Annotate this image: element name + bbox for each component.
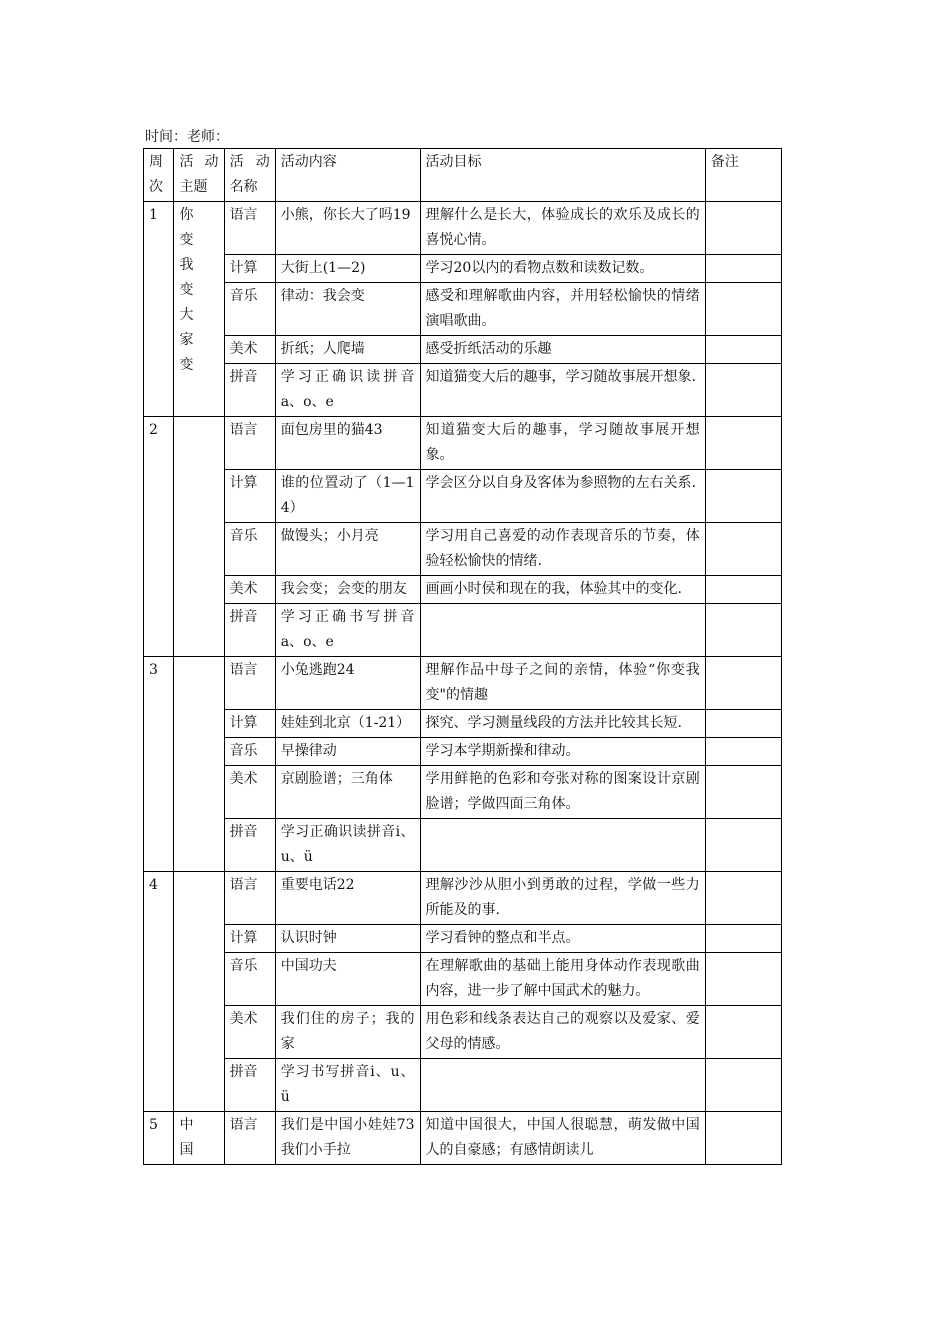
goal-cell: 学会区分以自身及客体为参照物的左右关系. xyxy=(420,470,705,523)
goal-cell: 在理解歌曲的基础上能用身体动作表现歌曲内容，进一步了解中国武术的魅力。 xyxy=(420,953,705,1006)
goal-cell: 探究、学习测量线段的方法并比较其长短. xyxy=(420,710,705,738)
note-cell xyxy=(705,604,781,657)
week-number-cell: 3 xyxy=(144,657,174,872)
week-number-cell: 5 xyxy=(144,1112,174,1165)
column-header-subject: 活动名称 xyxy=(224,149,275,202)
table-row xyxy=(144,364,782,417)
goal-cell xyxy=(420,819,705,872)
note-cell xyxy=(705,202,781,255)
table-row xyxy=(144,576,782,604)
content-cell: 律动：我会变 xyxy=(275,283,420,336)
note-cell xyxy=(705,576,781,604)
goal-cell: 学习用自己喜爱的动作表现音乐的节奏，体验轻松愉快的情绪. xyxy=(420,523,705,576)
subject-cell: 美术 xyxy=(224,576,275,604)
note-cell xyxy=(705,336,781,364)
note-cell xyxy=(705,1112,781,1165)
goal-cell: 感受折纸活动的乐趣 xyxy=(420,336,705,364)
table-row xyxy=(144,1059,782,1112)
subject-cell: 计算 xyxy=(224,255,275,283)
note-cell xyxy=(705,523,781,576)
note-cell xyxy=(705,657,781,710)
note-cell xyxy=(705,953,781,1006)
goal-cell: 知道猫变大后的趣事，学习随故事展开想象. xyxy=(420,364,705,417)
content-cell: 早操律动 xyxy=(275,738,420,766)
table-row xyxy=(144,657,782,710)
goal-cell: 学习20以内的看物点数和读数记数。 xyxy=(420,255,705,283)
theme-cell: 中国 xyxy=(174,1112,224,1165)
content-cell: 大街上(1—2) xyxy=(275,255,420,283)
subject-cell: 美术 xyxy=(224,766,275,819)
subject-cell: 音乐 xyxy=(224,283,275,336)
goal-cell: 理解沙沙从胆小到勇敢的过程，学做一些力所能及的事. xyxy=(420,872,705,925)
note-cell xyxy=(705,1006,781,1059)
note-cell xyxy=(705,470,781,523)
content-cell: 我们住的房子；我的家 xyxy=(275,1006,420,1059)
subject-cell: 拼音 xyxy=(224,364,275,417)
content-cell: 面包房里的猫43 xyxy=(275,417,420,470)
subject-cell: 计算 xyxy=(224,925,275,953)
subject-cell: 美术 xyxy=(224,1006,275,1059)
week-number-cell: 4 xyxy=(144,872,174,1112)
table-row xyxy=(144,255,782,283)
content-cell: 谁的位置动了（1—14） xyxy=(275,470,420,523)
table-row xyxy=(144,872,782,925)
table-header-row xyxy=(144,149,782,202)
subject-cell: 拼音 xyxy=(224,819,275,872)
subject-cell: 语言 xyxy=(224,417,275,470)
theme-cell xyxy=(174,872,224,1112)
goal-cell: 用色彩和线条表达自己的观察以及爱家、爱父母的情感。 xyxy=(420,1006,705,1059)
goal-cell: 学用鲜艳的色彩和夸张对称的图案设计京剧脸谱；学做四面三角体。 xyxy=(420,766,705,819)
content-cell: 学习正确书写拼音a、o、e xyxy=(275,604,420,657)
subject-cell: 语言 xyxy=(224,872,275,925)
table-row xyxy=(144,819,782,872)
week-number-cell: 1 xyxy=(144,202,174,417)
subject-cell: 语言 xyxy=(224,657,275,710)
table-row xyxy=(144,523,782,576)
goal-cell: 学习看钟的整点和半点。 xyxy=(420,925,705,953)
note-cell xyxy=(705,872,781,925)
theme-cell xyxy=(174,417,224,657)
content-cell: 折纸；人爬墙 xyxy=(275,336,420,364)
goal-cell: 感受和理解歌曲内容，并用轻松愉快的情绪演唱歌曲。 xyxy=(420,283,705,336)
subject-cell: 计算 xyxy=(224,470,275,523)
theme-cell: 你变我变大家变 xyxy=(174,202,224,417)
column-header-week: 周次 xyxy=(144,149,174,202)
content-cell: 小熊，你长大了吗19 xyxy=(275,202,420,255)
subject-cell: 拼音 xyxy=(224,604,275,657)
content-cell: 学习正确识读拼音i、u、ü xyxy=(275,819,420,872)
subject-cell: 语言 xyxy=(224,1112,275,1165)
content-cell: 学习书写拼音i、u、ü xyxy=(275,1059,420,1112)
note-cell xyxy=(705,766,781,819)
table-row xyxy=(144,417,782,470)
table-row xyxy=(144,925,782,953)
note-cell xyxy=(705,710,781,738)
table-row xyxy=(144,283,782,336)
note-cell xyxy=(705,364,781,417)
note-cell xyxy=(705,925,781,953)
table-row xyxy=(144,336,782,364)
table-row xyxy=(144,604,782,657)
content-cell: 做馒头；小月亮 xyxy=(275,523,420,576)
content-cell: 重要电话22 xyxy=(275,872,420,925)
content-cell: 学习正确识读拼音a、o、e xyxy=(275,364,420,417)
goal-cell: 理解什么是长大，体验成长的欢乐及成长的喜悦心情。 xyxy=(420,202,705,255)
table-row xyxy=(144,710,782,738)
goal-cell xyxy=(420,1059,705,1112)
subject-cell: 计算 xyxy=(224,710,275,738)
table-row xyxy=(144,1006,782,1059)
theme-cell xyxy=(174,657,224,872)
column-header-theme: 活动主题 xyxy=(174,149,224,202)
content-cell: 娃娃到北京（1-21） xyxy=(275,710,420,738)
note-cell xyxy=(705,417,781,470)
subject-cell: 音乐 xyxy=(224,953,275,1006)
goal-cell: 学习本学期新操和律动。 xyxy=(420,738,705,766)
page-header: 时间：老师： xyxy=(145,129,229,145)
goal-cell: 知道中国很大，中国人很聪慧，萌发做中国人的自豪感；有感情朗读儿 xyxy=(420,1112,705,1165)
subject-cell: 音乐 xyxy=(224,738,275,766)
table-row xyxy=(144,766,782,819)
subject-cell: 语言 xyxy=(224,202,275,255)
note-cell xyxy=(705,1059,781,1112)
column-header-content: 活动内容 xyxy=(275,149,420,202)
goal-cell: 画画小时侯和现在的我，体验其中的变化. xyxy=(420,576,705,604)
note-cell xyxy=(705,738,781,766)
week-number-cell: 2 xyxy=(144,417,174,657)
table-row xyxy=(144,953,782,1006)
note-cell xyxy=(705,255,781,283)
table-row xyxy=(144,738,782,766)
goal-cell: 知道猫变大后的趣事，学习随故事展开想象。 xyxy=(420,417,705,470)
subject-cell: 音乐 xyxy=(224,523,275,576)
content-cell: 京剧脸谱；三角体 xyxy=(275,766,420,819)
subject-cell: 拼音 xyxy=(224,1059,275,1112)
goal-cell: 理解作品中母子之间的亲情，体验“你变我变"的情趣 xyxy=(420,657,705,710)
table-row xyxy=(144,470,782,523)
column-header-goal: 活动目标 xyxy=(420,149,705,202)
table-row xyxy=(144,202,782,255)
column-header-note: 备注 xyxy=(705,149,781,202)
content-cell: 小兔逃跑24 xyxy=(275,657,420,710)
content-cell: 中国功夫 xyxy=(275,953,420,1006)
content-cell: 我们是中国小娃娃73我们小手拉 xyxy=(275,1112,420,1165)
goal-cell xyxy=(420,604,705,657)
note-cell xyxy=(705,819,781,872)
content-cell: 认识时钟 xyxy=(275,925,420,953)
activity-plan-table xyxy=(143,148,782,1165)
note-cell xyxy=(705,283,781,336)
table-row xyxy=(144,1112,782,1165)
content-cell: 我会变；会变的朋友 xyxy=(275,576,420,604)
subject-cell: 美术 xyxy=(224,336,275,364)
